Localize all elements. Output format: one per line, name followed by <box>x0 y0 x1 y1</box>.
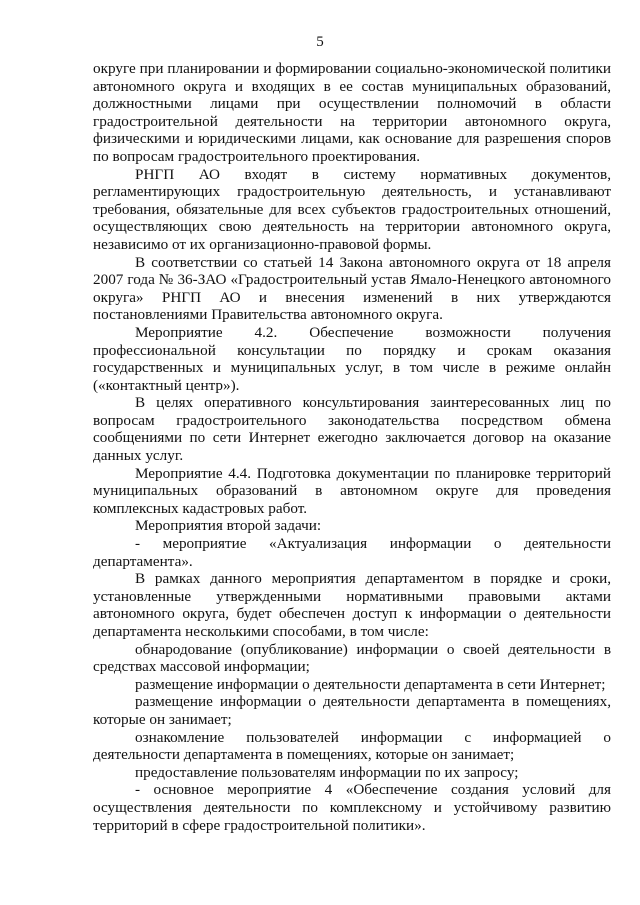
paragraph-rngp-system: РНГП АО входят в систему нормативных документов, регламентирующих градостроительную деятельность, и устанавливают требования, обязательные для всех субъектов градостроительных отношений, осуществляющих свою деятельность на территории автономного округа, независимо от их организационно-правовой формы. <box>93 165 611 253</box>
paragraph-measure-actualization: - мероприятие «Актуализация информации о деятельности департамента». <box>93 535 611 570</box>
list-item-premises: размещение информации о деятельности департамента в помещениях, которые он занимает; <box>93 693 611 728</box>
list-item-familiarization: ознакомление пользователей информации с информацией о деятельности департамента в помещениях, которые он занимает; <box>93 728 611 764</box>
document-body <box>93 60 611 834</box>
paragraph-law-article: В соответствии со статьей 14 Закона автономного округа от 18 апреля 2007 года № 36-ЗАО «Градостроительный устав Ямало-Ненецкого автономного округа» РНГП АО и внесения изменений в них утверждаются постановлениями Правительства автономного округа. <box>93 253 611 324</box>
list-item-internet: размещение информации о деятельности департамента в сети Интернет; <box>135 675 606 693</box>
paragraph-consulting: В целях оперативного консультирования заинтересованных лиц по вопросам градостроительного законодательства посредством обмена сообщениями по сети Интернет ежегодно заключается договор на оказание данных услуг. <box>93 394 611 465</box>
list-item-on-request: предоставление пользователям информации по их запросу; <box>135 763 519 781</box>
paragraph-measure-4-4: Мероприятие 4.4. Подготовка документации по планировке территорий муниципальных образований в автономном округе для проведения комплексных кадастровых работ. <box>93 464 611 517</box>
paragraph-second-task-heading: Мероприятия второй задачи: <box>135 517 322 535</box>
list-item-publication: обнародование (опубликование) информации о своей деятельности в средствах массовой информации; <box>93 640 611 676</box>
paragraph-main-measure-4: - основное мероприятие 4 «Обеспечение создания условий для осуществления деятельности по комплексному и устойчивому развитию территорий в сфере градостроительной политики». <box>93 781 611 834</box>
paragraph-access-methods: В рамках данного мероприятия департаментом в порядке и сроки, установленные утвержденными нормативными правовыми актами автономного округа, будет обеспечен доступ к информации о деятельности департамента несколькими способами, в том числе: <box>93 570 611 640</box>
paragraph-measure-4-2: Мероприятие 4.2. Обеспечение возможности получения профессиональной консультации по порядку и срокам оказания государственных и муниципальных услуг, в том числе в режиме онлайн («контактный центр»). <box>93 323 611 394</box>
paragraph-continuation: округе при планировании и формировании социально-экономической политики автономного округа и входящих в ее состав муниципальных образований, должностными лицами при осуществлении полномочий в области градостроительной деятельности на территории автономного округа, физическими и юридическими лицами, как основание для разрешения споров по вопросам градостроительного проектирования. <box>93 60 611 165</box>
page-number: 5 <box>316 34 324 50</box>
